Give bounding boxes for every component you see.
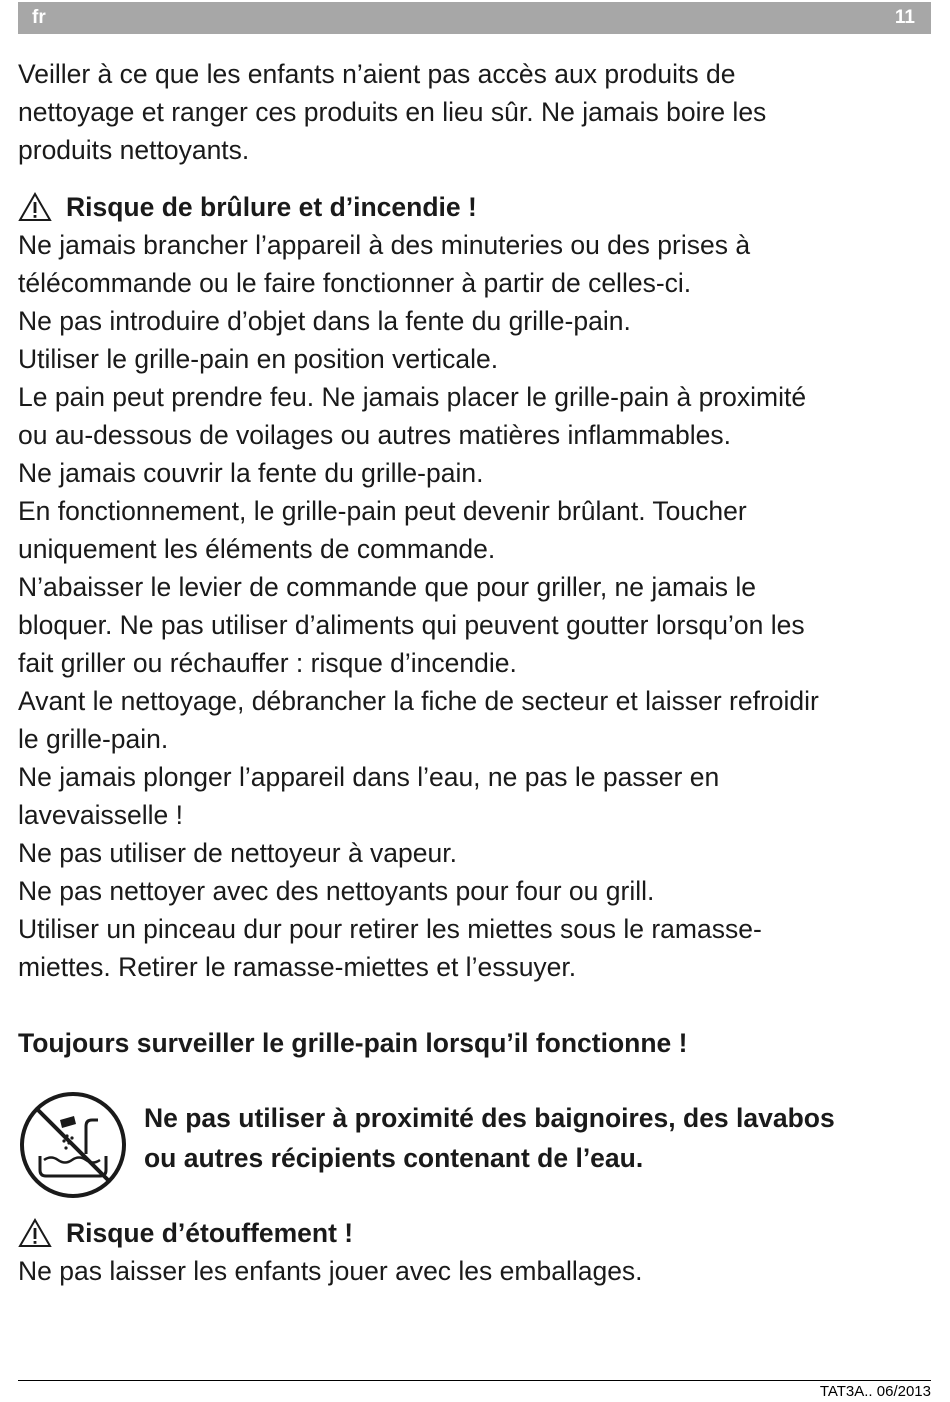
fire-line: ou au-dessous de voilages ou autres matières inflammables. — [18, 420, 731, 450]
page-number: 11 — [894, 7, 915, 28]
fire-line: télécommande ou le faire fonctionner à partir de celles-ci. — [18, 268, 692, 298]
fire-line: Ne pas introduire d’objet dans la fente du grille-pain. — [18, 306, 631, 336]
bath-warning-line: ou autres récipients contenant de l’eau. — [144, 1143, 644, 1173]
fire-line: Ne jamais plonger l’appareil dans l’eau, ne pas le passer en — [18, 762, 720, 792]
fire-line: Le pain peut prendre feu. Ne jamais placer le grille-pain à proximité — [18, 382, 807, 412]
fire-line: lavevaisselle ! — [18, 800, 183, 830]
fire-line: miettes. Retirer le ramasse-miettes et l’essuyer. — [18, 952, 577, 982]
choking-warning-text: Ne pas laisser les enfants jouer avec les emballages. — [18, 1256, 643, 1286]
fire-line: Avant le nettoyage, débrancher la fiche de secteur et laisser refroidir — [18, 686, 819, 716]
fire-line: En fonctionnement, le grille-pain peut devenir brûlant. Toucher — [18, 496, 747, 526]
bath-warning — [18, 1090, 938, 1200]
fire-line: Ne pas utiliser de nettoyeur à vapeur. — [18, 838, 457, 868]
footer-reference: TAT3A.. 06/2013 — [819, 1383, 931, 1400]
fire-warning-body — [18, 226, 938, 986]
intro-line: produits nettoyants. — [18, 135, 250, 165]
no-bath-icon — [18, 1090, 128, 1200]
fire-line: Utiliser le grille-pain en position verticale. — [18, 344, 499, 374]
supervise-notice: Toujours surveiller le grille-pain lorsqu’il fonctionne ! — [18, 1028, 688, 1058]
fire-line: uniquement les éléments de commande. — [18, 534, 496, 564]
fire-line: Ne jamais brancher l’appareil à des minuteries ou des prises à — [18, 230, 751, 260]
footer-rule — [18, 1380, 931, 1381]
bath-warning-text — [144, 1098, 835, 1178]
fire-line: le grille-pain. — [18, 724, 169, 754]
bath-warning-line: Ne pas utiliser à proximité des baignoires, des lavabos — [144, 1103, 835, 1133]
warning-triangle-icon — [18, 1218, 52, 1248]
header-bar — [18, 2, 931, 34]
language-code: fr — [32, 7, 46, 28]
warning-triangle-icon — [18, 192, 52, 222]
fire-line: N’abaisser le levier de commande que pour griller, ne jamais le — [18, 572, 756, 602]
intro-paragraph — [18, 55, 938, 169]
fire-warning-heading — [18, 188, 938, 226]
fire-line: Utiliser un pinceau dur pour retirer les miettes sous le ramasse- — [18, 914, 762, 944]
choking-warning — [18, 1214, 643, 1290]
fire-line: Ne pas nettoyer avec des nettoyants pour four ou grill. — [18, 876, 655, 906]
fire-line: bloquer. Ne pas utiliser d’aliments qui peuvent goutter lorsqu’on les — [18, 610, 805, 640]
fire-line: Ne jamais couvrir la fente du grille-pain. — [18, 458, 484, 488]
page-content — [18, 55, 938, 1062]
choking-warning-title: Risque d’étouffement ! — [66, 1218, 354, 1248]
intro-line: nettoyage et ranger ces produits en lieu sûr. Ne jamais boire les — [18, 97, 767, 127]
fire-warning-title: Risque de brûlure et d’incendie ! — [66, 192, 477, 222]
choking-warning-heading — [18, 1214, 643, 1252]
fire-line: fait griller ou réchauffer : risque d’incendie. — [18, 648, 517, 678]
intro-line: Veiller à ce que les enfants n’aient pas accès aux produits de — [18, 59, 736, 89]
